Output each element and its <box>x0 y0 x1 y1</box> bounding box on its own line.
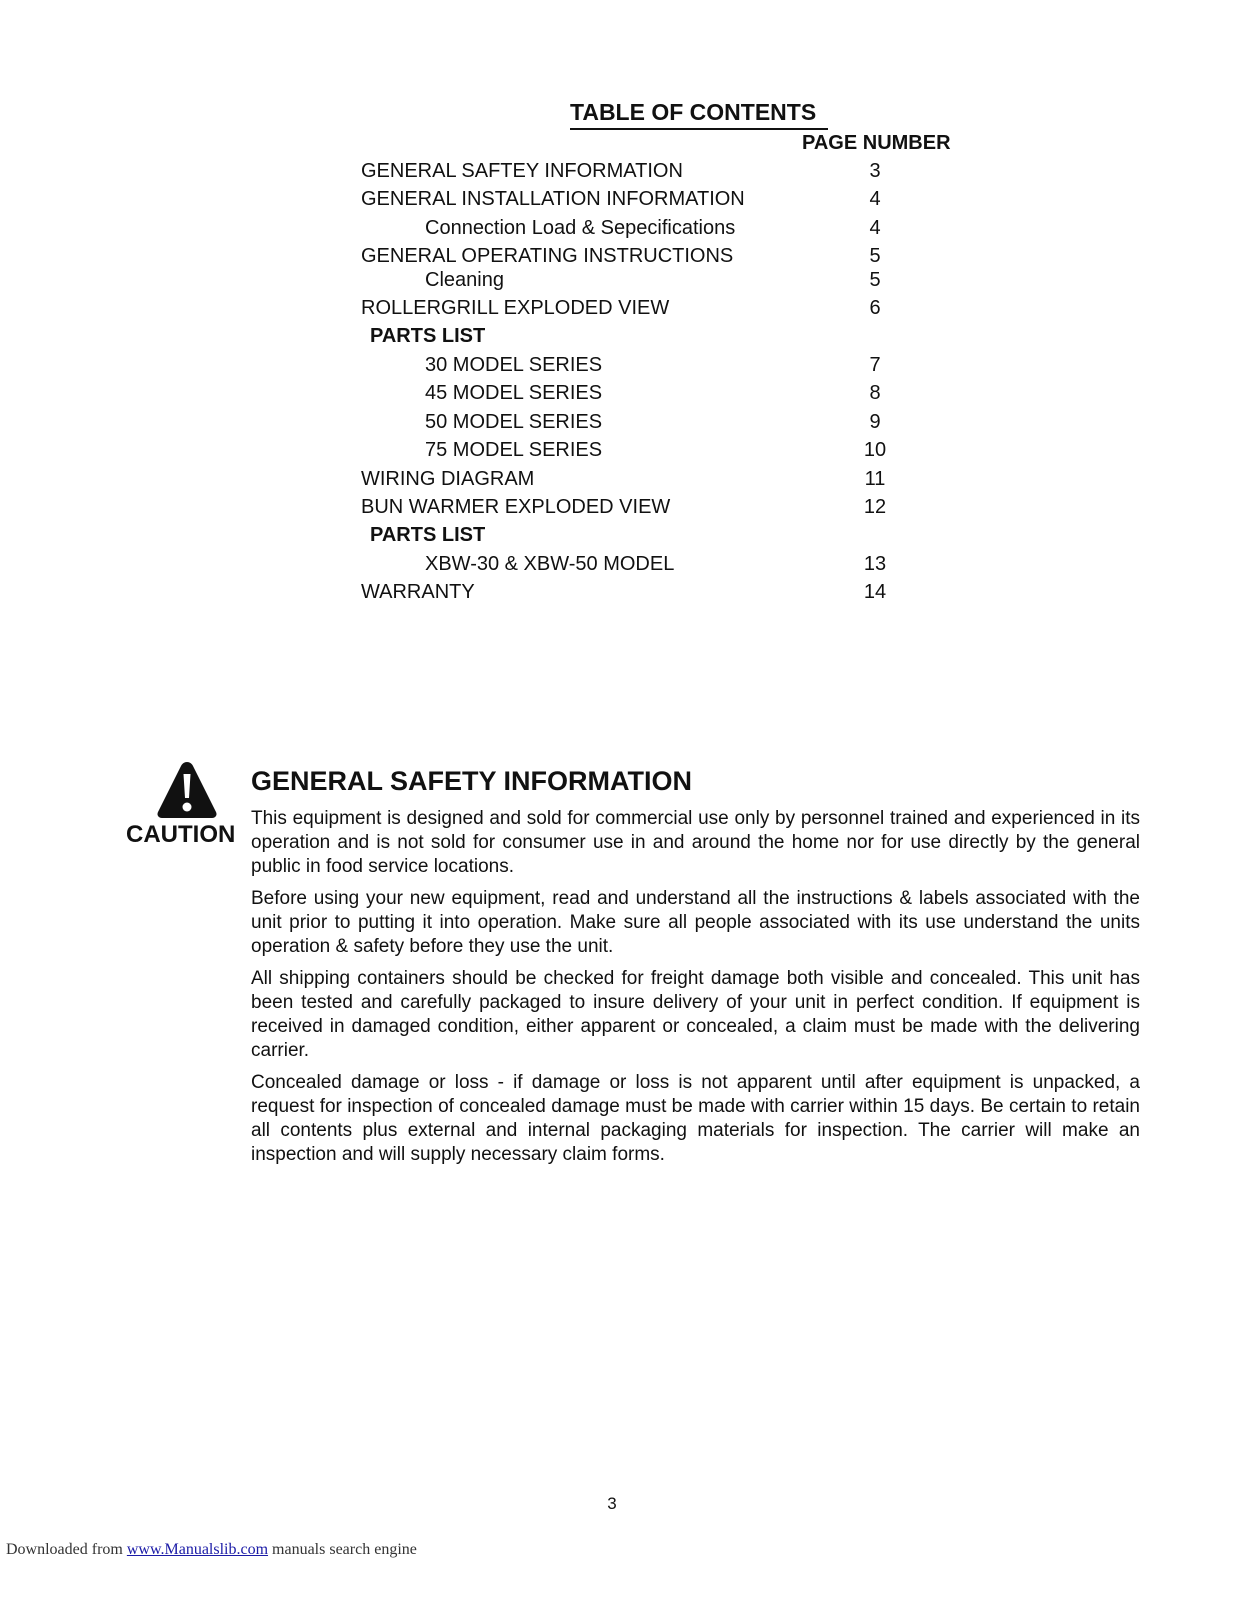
toc-entry <box>0 160 1237 186</box>
toc-entry-page: 12 <box>863 496 887 518</box>
toc-entry-label: GENERAL SAFTEY INFORMATION <box>361 160 683 182</box>
toc-entry-label: 30 MODEL SERIES <box>425 354 603 376</box>
toc-entry-page: 11 <box>864 468 886 490</box>
toc-entry <box>0 245 1237 271</box>
toc-title: TABLE OF CONTENTS <box>570 99 828 130</box>
toc-entry <box>0 325 1237 351</box>
toc-entry-page: 3 <box>869 160 881 182</box>
toc-entry-label: ROLLERGRILL EXPLODED VIEW <box>361 297 670 319</box>
toc-entry <box>0 553 1237 579</box>
toc-entry <box>0 217 1237 243</box>
section-heading: GENERAL SAFETY INFORMATION <box>251 766 693 796</box>
toc-entry <box>0 411 1237 437</box>
toc-entry-label: 50 MODEL SERIES <box>425 411 603 433</box>
toc-entry-label: PARTS LIST <box>370 325 486 347</box>
toc-entry-page: 5 <box>869 269 881 291</box>
toc-entry-page: 13 <box>863 553 887 575</box>
manualslib-link[interactable]: www.Manualslib.com <box>126 1541 269 1558</box>
footer-suffix: manuals search engine <box>268 1541 417 1558</box>
toc-entry <box>0 524 1237 550</box>
toc-entry-page: 14 <box>863 581 887 603</box>
toc-entry-label: XBW-30 & XBW-50 MODEL <box>425 553 675 575</box>
toc-entry-label: 45 MODEL SERIES <box>425 382 603 404</box>
footer-prefix: Downloaded from <box>6 1541 127 1558</box>
toc-entry-label: GENERAL INSTALLATION INFORMATION <box>361 188 745 210</box>
toc-entry-label: PARTS LIST <box>370 524 486 546</box>
toc-entry-page: 5 <box>869 245 881 267</box>
toc-entry <box>0 382 1237 408</box>
toc-entry-label: WARRANTY <box>361 581 475 603</box>
safety-body <box>251 807 1140 1175</box>
toc-entry <box>0 581 1237 607</box>
toc-entry-page: 4 <box>869 217 881 239</box>
toc-entry <box>0 468 1237 494</box>
toc-entry <box>0 354 1237 380</box>
toc-entry-page: 8 <box>869 382 881 404</box>
toc-entry-page: 10 <box>863 439 887 461</box>
toc-entry-page: 9 <box>869 411 881 433</box>
warning-triangle-icon <box>156 760 218 820</box>
safety-paragraph: All shipping containers should be checked for freight damage both visible and concealed. This unit has been tested and carefully packaged to insure delivery of your unit in perfect condition. If equipment is received in damaged condition, either apparent or concealed, a claim must be made with the delivering carrier. <box>251 968 1140 1061</box>
toc-entry <box>0 269 1237 295</box>
toc-entry-page: 6 <box>869 297 881 319</box>
toc-entry-label: Connection Load & Sepecifications <box>425 217 736 239</box>
toc-entry <box>0 496 1237 522</box>
safety-paragraph: This equipment is designed and sold for commercial use only by personnel trained and experienced in its operation and is not sold for consumer use in and around the home nor for use directly by the general public in food service locations. <box>251 808 1140 877</box>
caution-label: CAUTION <box>126 821 236 848</box>
toc-entry-page: 7 <box>869 354 881 376</box>
toc-entry <box>0 439 1237 465</box>
safety-paragraph: Concealed damage or loss - if damage or loss is not apparent until after equipment is unpacked, a request for inspection of concealed damage must be made with carrier within 15 days. Be certain to retain all contents plus external and internal packaging materials for inspection. The carrier will make an inspection and will supply necessary claim forms. <box>251 1072 1140 1165</box>
safety-paragraph: Before using your new equipment, read and understand all the instructions & labels associated with the unit prior to putting it into operation. Make sure all people associated with its use understand the units operation & safety before they use the unit. <box>251 888 1140 957</box>
toc-entry-label: Cleaning <box>425 269 504 291</box>
toc-entry <box>0 297 1237 323</box>
toc-entry-page: 4 <box>869 188 881 210</box>
toc-entry-label: BUN WARMER EXPLODED VIEW <box>361 496 671 518</box>
toc-entry-label: WIRING DIAGRAM <box>361 468 535 490</box>
toc-entry-label: GENERAL OPERATING INSTRUCTIONS <box>361 245 734 267</box>
download-footer <box>6 1541 417 1559</box>
toc-entry <box>0 188 1237 214</box>
toc-entry-label: 75 MODEL SERIES <box>425 439 603 461</box>
toc-page-number-header: PAGE NUMBER <box>802 132 951 154</box>
page-number: 3 <box>607 1494 617 1513</box>
